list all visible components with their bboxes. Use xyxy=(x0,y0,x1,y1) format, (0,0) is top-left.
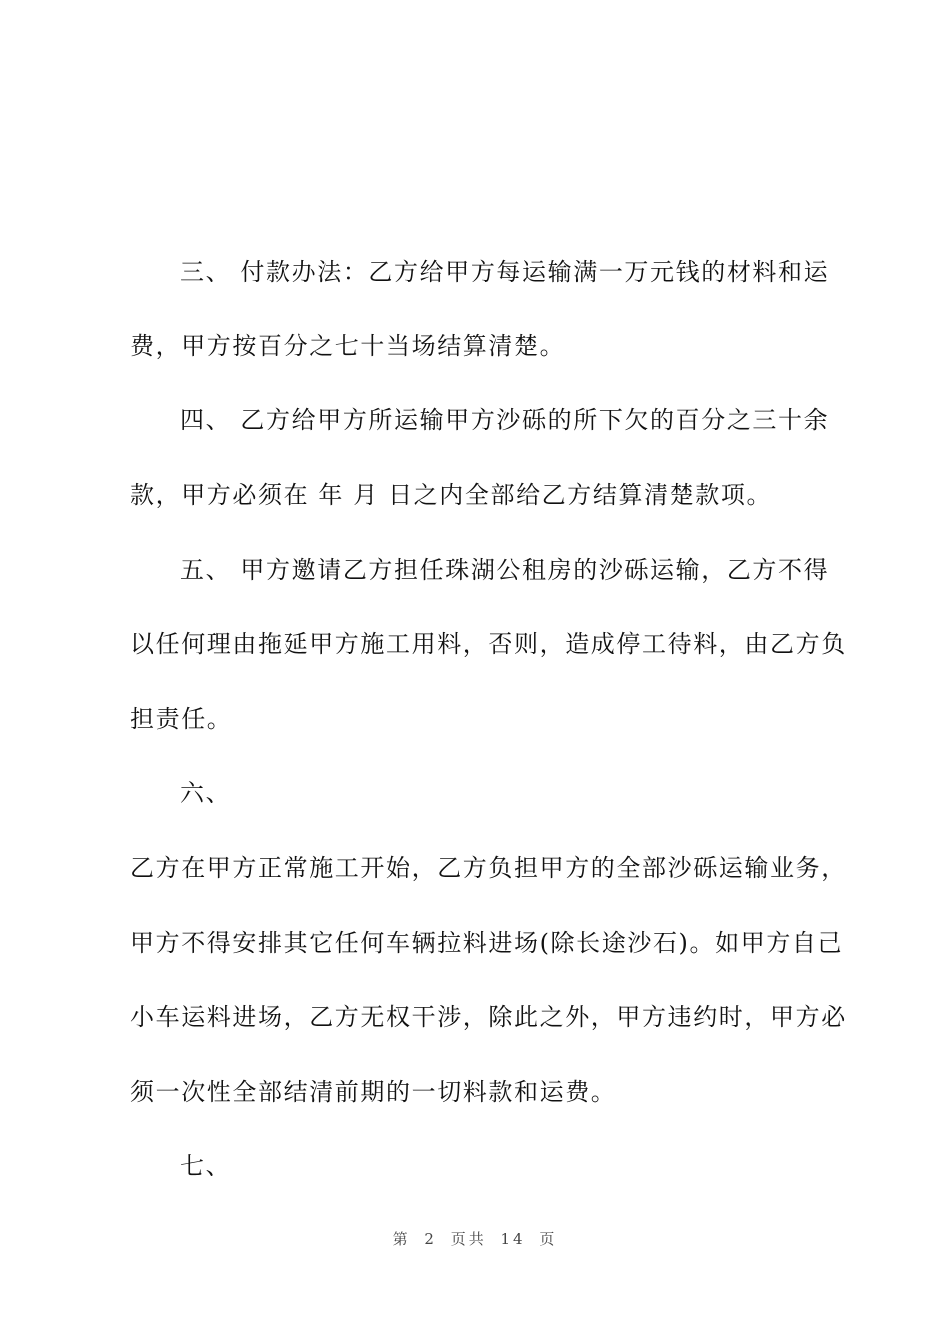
clause-3-line-1: 三、 付款办法：乙方给甲方每运输满一万元钱的材料和运 xyxy=(180,258,830,286)
clause-4-line-1: 四、 乙方给甲方所运输甲方沙砾的所下欠的百分之三十余 xyxy=(180,406,830,434)
clause-6-line-4: 须一次性全部结清前期的一切料款和运费。 xyxy=(130,1078,617,1106)
clause-5-line-2: 以任何理由拖延甲方施工用料，否则，造成停工待料，由乙方负 xyxy=(130,630,847,658)
clause-7-heading: 七、 xyxy=(180,1152,232,1180)
clause-5-line-1: 五、 甲方邀请乙方担任珠湖公租房的沙砾运输，乙方不得 xyxy=(180,556,830,584)
clause-4-line-2: 款，甲方必须在 年 月 日之内全部给乙方结算清楚款项。 xyxy=(130,481,773,509)
clause-6-line-2: 甲方不得安排其它任何车辆拉料进场(除长途沙石)。如甲方自己 xyxy=(130,929,844,957)
clause-6-heading: 六、 xyxy=(180,779,232,807)
clause-6-line-3: 小车运料进场，乙方无权干涉，除此之外，甲方违约时，甲方必 xyxy=(130,1003,847,1031)
clause-6-line-1: 乙方在甲方正常施工开始，乙方负担甲方的全部沙砾运输业务， xyxy=(130,854,847,882)
clause-5-line-3: 担责任。 xyxy=(130,705,233,733)
page-number-footer: 第 2 页共 14 页 xyxy=(392,1230,558,1248)
clause-3-line-2: 费，甲方按百分之七十当场结算清楚。 xyxy=(130,332,566,360)
